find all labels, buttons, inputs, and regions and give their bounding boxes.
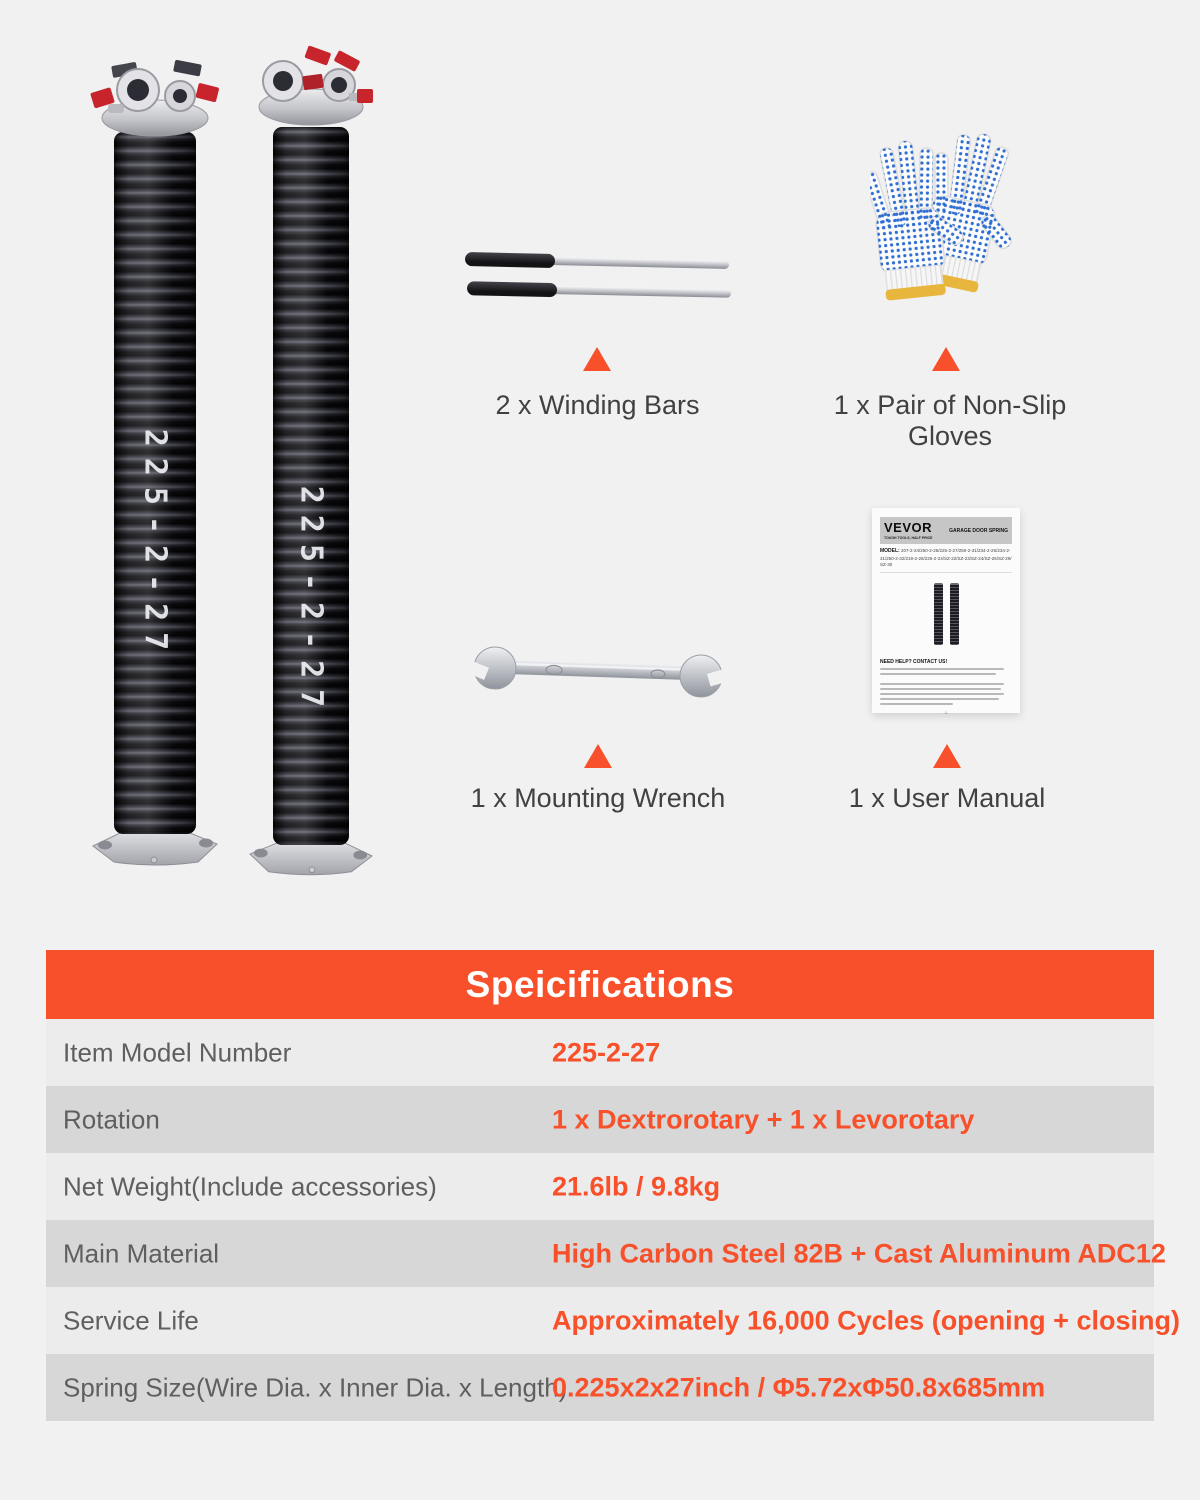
winding-bar-1 bbox=[465, 252, 730, 272]
manual-help-heading: NEED HELP? CONTACT US! bbox=[880, 659, 948, 665]
spec-row-rotation bbox=[46, 1086, 1154, 1153]
manual-text-line bbox=[880, 683, 1004, 685]
specifications-table bbox=[46, 950, 1180, 1421]
winding-bars-label: 2 x Winding Bars bbox=[495, 390, 700, 420]
spec-row-service-life bbox=[46, 1287, 1180, 1354]
spec-label: Item Model Number bbox=[63, 1037, 292, 1067]
manual-spring-illustration bbox=[880, 583, 1012, 647]
mounting-wrench-image bbox=[462, 638, 734, 708]
spec-value: 1 x Dextrorotary + 1 x Levorotary bbox=[552, 1104, 975, 1134]
manual-text-line bbox=[880, 693, 1004, 695]
spec-label: Service Life bbox=[63, 1305, 199, 1335]
manual-text-line bbox=[880, 703, 953, 705]
spec-value: 0.225x2x27inch / Φ5.72xΦ50.8x685mm bbox=[552, 1372, 1046, 1402]
winding-bar-handle bbox=[467, 281, 557, 297]
manual-page-number: -1- bbox=[943, 710, 949, 715]
spec-label: Main Material bbox=[63, 1238, 220, 1268]
vevor-logo: VEVOR bbox=[884, 520, 933, 536]
spec-label: Rotation bbox=[63, 1104, 160, 1134]
winding-bar-2 bbox=[467, 281, 732, 301]
manual-text-line bbox=[880, 698, 999, 700]
spring-coil-right bbox=[273, 127, 349, 845]
spec-row-model bbox=[46, 1019, 1154, 1086]
manual-header-band bbox=[880, 517, 1012, 544]
spec-row-material bbox=[46, 1220, 1166, 1287]
callout-triangle-gloves bbox=[932, 347, 960, 371]
manual-label: 1 x User Manual bbox=[848, 783, 1046, 813]
gloves-label: 1 x Pair of Non-Slip Gloves bbox=[833, 390, 1067, 451]
spec-label: Net Weight(Include accessories) bbox=[63, 1171, 437, 1201]
spring-marking-left: 225-2-27 bbox=[137, 428, 173, 662]
spring-coil-left bbox=[114, 132, 196, 834]
spec-row-spring-size bbox=[46, 1354, 1154, 1421]
spec-value: 21.6lb / 9.8kg bbox=[552, 1171, 721, 1201]
manual-text-line bbox=[880, 688, 1001, 690]
spec-value: Approximately 16,000 Cycles (opening + closing) bbox=[552, 1305, 1180, 1335]
user-manual-image bbox=[872, 508, 1020, 713]
manual-doc-title: GARAGE DOOR SPRING bbox=[949, 527, 1008, 534]
spring-marking-right: 225-2-27 bbox=[293, 485, 329, 719]
wrench-label: 1 x Mounting Wrench bbox=[470, 783, 726, 813]
manual-text-line bbox=[880, 668, 1004, 670]
spec-value: High Carbon Steel 82B + Cast Aluminum ADC12 bbox=[552, 1238, 1166, 1268]
spec-label: Spring Size(Wire Dia. x Inner Dia. x Length) bbox=[63, 1372, 568, 1402]
spring-winding-cone-left bbox=[90, 52, 220, 140]
callout-triangle-winding-bars bbox=[583, 347, 611, 371]
torsion-spring-right bbox=[251, 45, 371, 877]
vevor-tagline: TOUGH TOOLS, HALF PRICE bbox=[884, 536, 933, 541]
spring-winding-cone-right bbox=[251, 45, 373, 133]
spec-value: 225-2-27 bbox=[552, 1037, 661, 1067]
manual-text-line bbox=[880, 673, 996, 675]
spec-row-net-weight bbox=[46, 1153, 1154, 1220]
winding-bar-rod bbox=[533, 286, 731, 298]
winding-bar-rod bbox=[531, 256, 729, 268]
callout-triangle-manual bbox=[933, 744, 961, 768]
non-slip-gloves-image bbox=[870, 128, 1020, 333]
specifications-title: Speicifications bbox=[46, 950, 1154, 1019]
manual-model-list: MODEL: 207-2-24/250-2-25/225-2-27/250-2-31/234-2-26/234-2-31/250-2-32/219-2-26/225-2-24/SZ-22/SZ-23/SZ-24/SZ-26/SZ-29/SZ-30 bbox=[880, 548, 1012, 573]
callout-triangle-wrench bbox=[584, 744, 612, 768]
torsion-spring-left bbox=[90, 52, 220, 864]
winding-bar-handle bbox=[465, 252, 555, 268]
